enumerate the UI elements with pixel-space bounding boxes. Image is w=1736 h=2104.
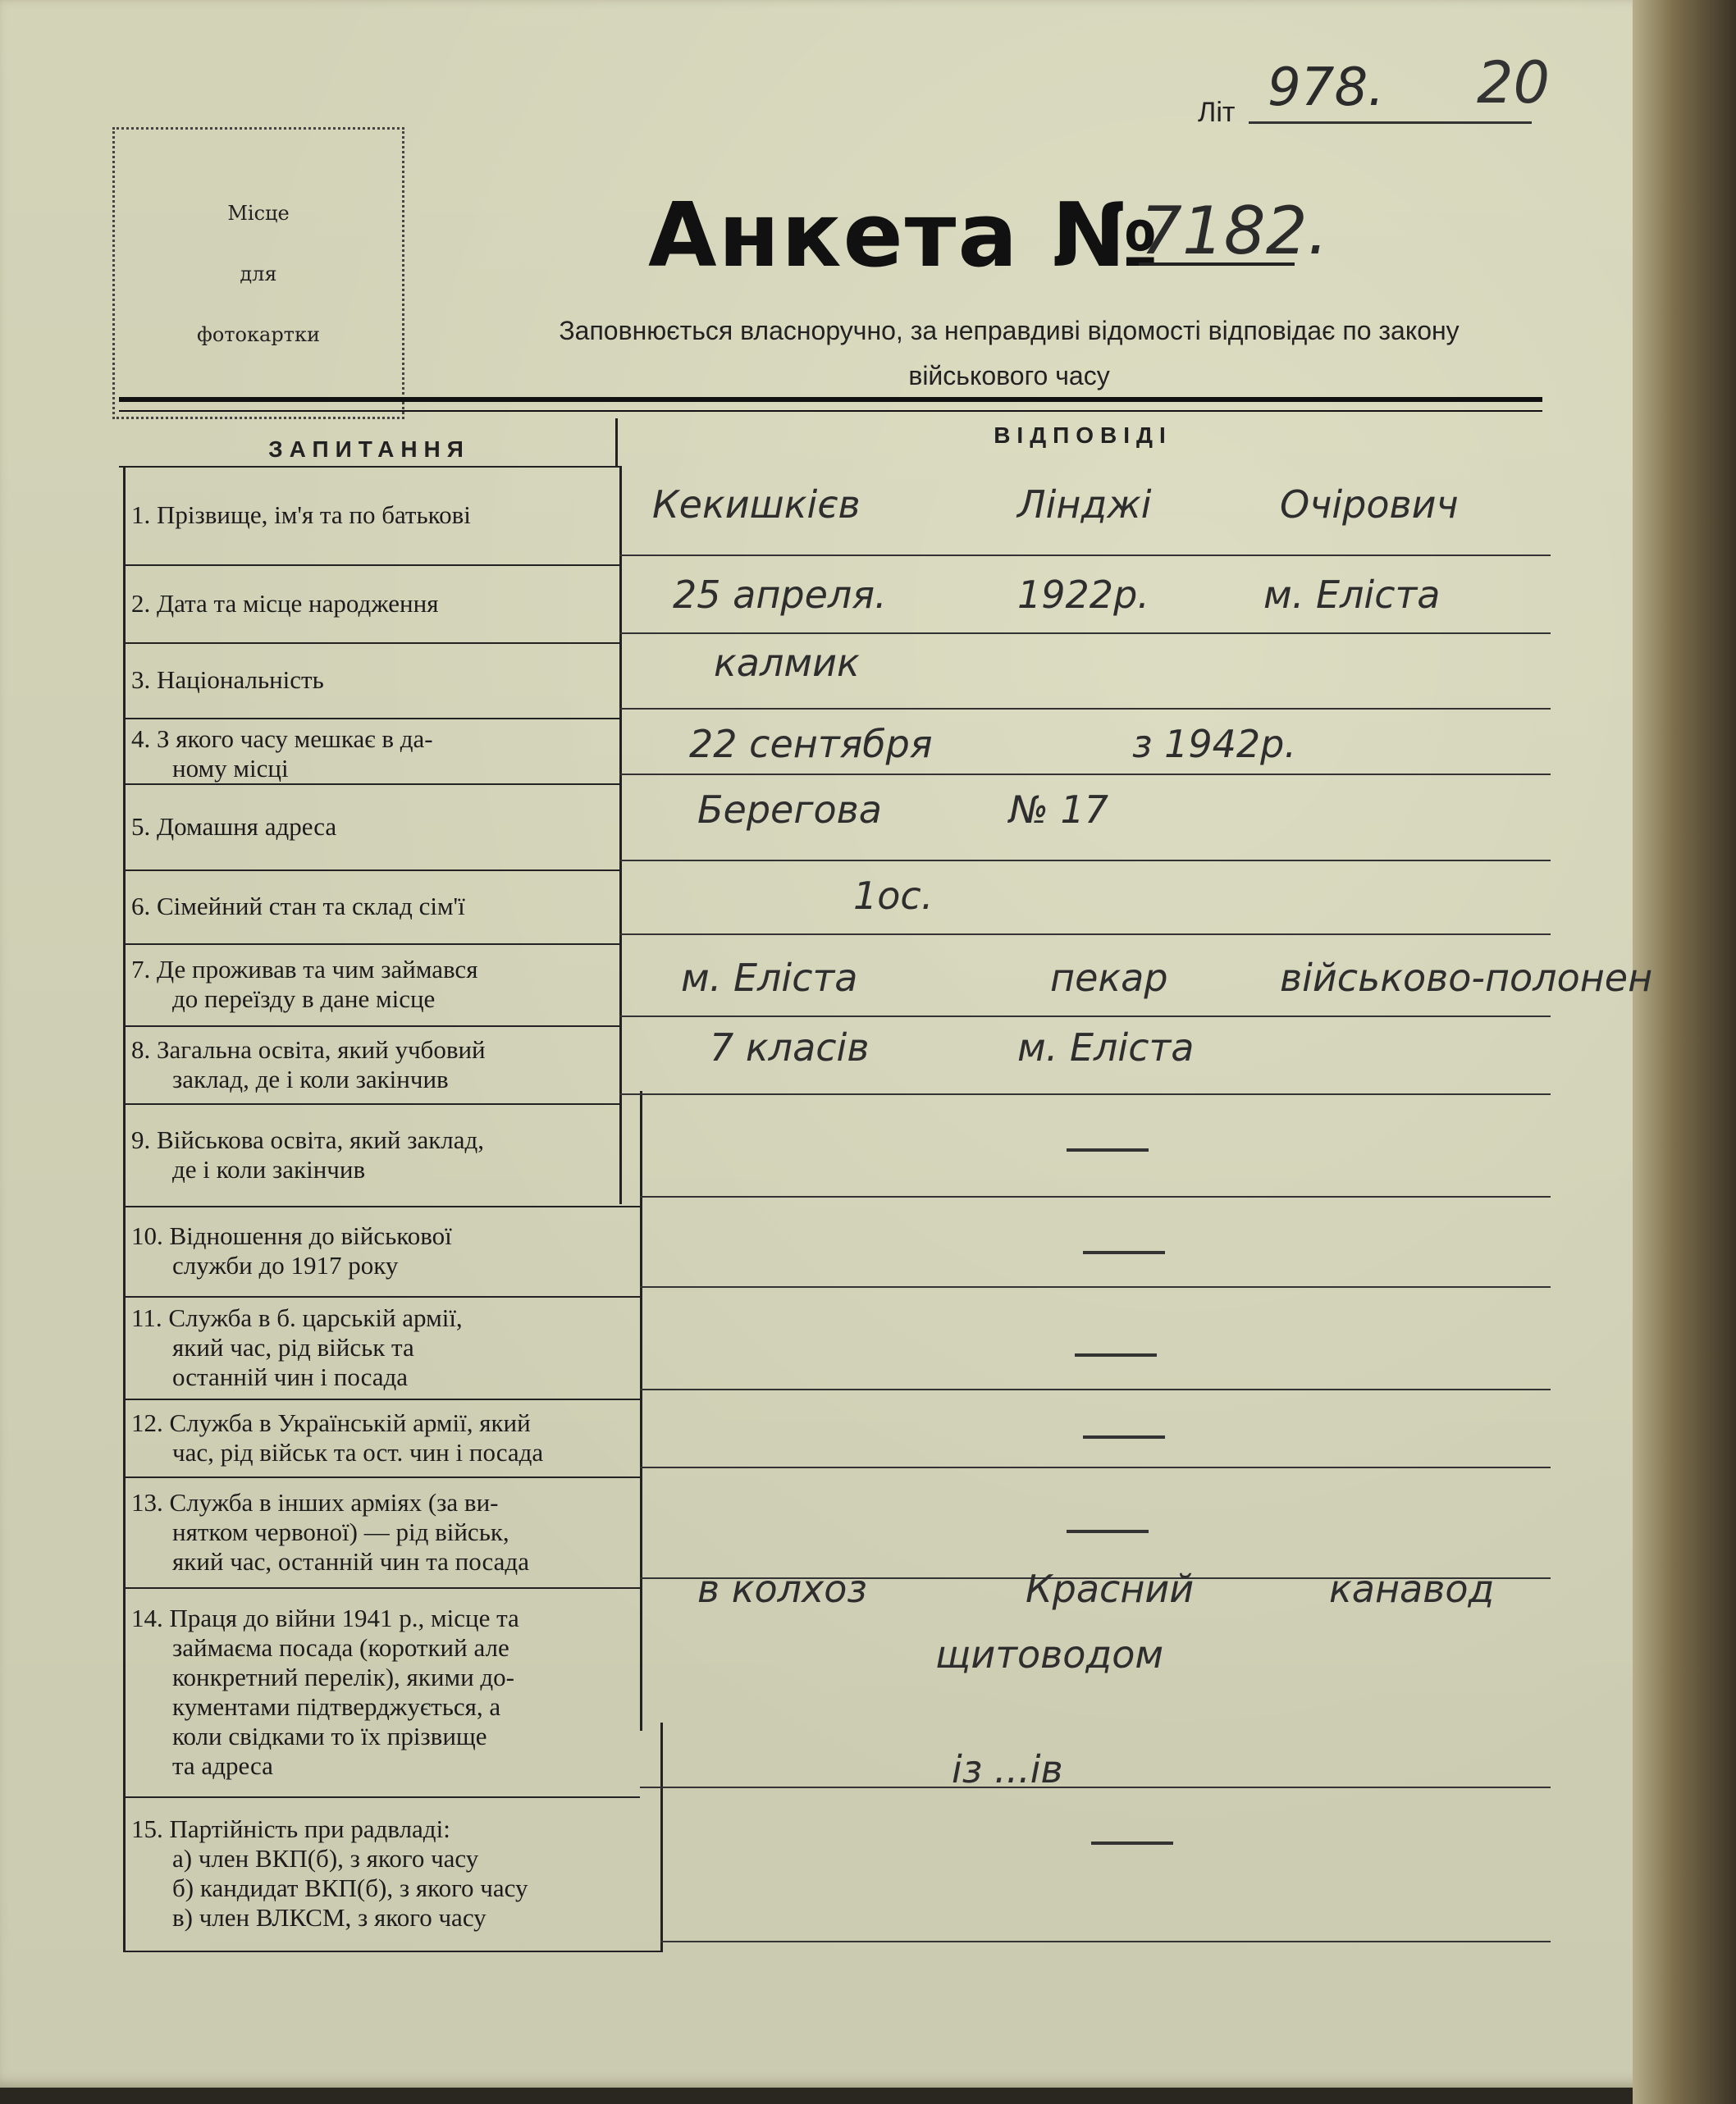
form-title: Анкета №	[648, 185, 1160, 287]
handwritten-answer[interactable]: Берегова	[697, 787, 882, 832]
photo-placeholder	[112, 127, 404, 419]
answer-line	[619, 708, 1551, 710]
answer-dash	[1067, 1530, 1149, 1533]
handwritten-answer[interactable]: 22 сентября	[689, 722, 933, 766]
handwritten-answer[interactable]: 1ос.	[853, 874, 934, 918]
row-divider	[123, 783, 619, 785]
question-text: 2. Дата та місце народження	[131, 588, 439, 618]
question-text-continued: займаєма посада (короткий але	[172, 1632, 509, 1662]
answer-line	[619, 1093, 1551, 1095]
handwritten-answer[interactable]: м. Еліста	[681, 956, 858, 1000]
row-divider	[123, 564, 619, 566]
answer-line	[619, 1015, 1551, 1017]
question-text-continued: заклад, де і коли закінчив	[172, 1064, 449, 1093]
handwritten-answer[interactable]: щитоводом	[935, 1632, 1164, 1677]
question-text-continued: який час, рід військ та	[172, 1332, 414, 1362]
answer-line	[640, 1389, 1551, 1390]
handwritten-answer[interactable]: із ...ів	[952, 1747, 1063, 1791]
question-text: 5. Домашня адреса	[131, 811, 337, 841]
handwritten-answer[interactable]: військово-полонен	[1280, 956, 1653, 1000]
handwritten-answer[interactable]: Кекишкієв	[652, 482, 861, 527]
handwritten-answer[interactable]: № 17	[1009, 787, 1108, 832]
lit-value: 978.	[1268, 57, 1385, 118]
header-rule-thin	[119, 410, 1542, 412]
question-text-continued: коли свідками то їх прізвище	[172, 1721, 487, 1750]
question-text-continued: служби до 1917 року	[172, 1251, 399, 1280]
row-divider	[123, 642, 619, 644]
answer-line	[619, 632, 1551, 634]
question-text-continued: а) член ВКП(б), з якого часу	[172, 1844, 479, 1873]
row-divider	[123, 1587, 640, 1589]
question-text: 13. Служба в інших арміях (за ви-	[131, 1487, 499, 1517]
handwritten-answer[interactable]: в колхоз	[697, 1567, 867, 1611]
question-text-continued: який час, останній чин та посада	[172, 1546, 529, 1576]
question-text: 9. Військова освіта, який заклад,	[131, 1125, 485, 1154]
handwritten-answer[interactable]: Красний	[1026, 1567, 1195, 1611]
question-text-continued: б) кандидат ВКП(б), з якого часу	[172, 1874, 528, 1902]
handwritten-answer[interactable]: з 1942р.	[1132, 722, 1296, 766]
row-divider	[123, 1206, 640, 1207]
answer-line	[619, 933, 1551, 935]
handwritten-answer[interactable]: 25 апреля.	[673, 573, 887, 617]
answer-line	[640, 1787, 1551, 1788]
question-text: 7. Де проживав та чим займався	[131, 955, 478, 984]
answer-dash	[1083, 1435, 1165, 1439]
question-text: 4. З якого часу мешкає в да-	[131, 724, 433, 753]
folio-number: 20	[1477, 49, 1551, 116]
row-divider	[123, 1025, 619, 1027]
handwritten-answer[interactable]: 7 класів	[710, 1025, 870, 1070]
header-answer: ВІДПОВІДІ	[994, 422, 1172, 448]
question-text: 8. Загальна освіта, який учбовий	[131, 1034, 486, 1064]
photo-label-line2: для	[240, 262, 277, 285]
form-number: 7182.	[1140, 193, 1329, 269]
row-divider	[123, 1103, 619, 1105]
answer-dash	[1075, 1353, 1157, 1357]
handwritten-answer[interactable]: калмик	[714, 641, 860, 685]
row-divider	[123, 1476, 640, 1478]
question-text: 11. Служба в б. царській армії,	[131, 1303, 463, 1332]
header-rule	[119, 397, 1542, 402]
answer-line	[619, 774, 1551, 775]
question-text-continued: та адреса	[172, 1750, 273, 1780]
handwritten-answer[interactable]: пекар	[1050, 956, 1168, 1000]
answer-dash	[1091, 1842, 1173, 1845]
lit-label: Літ	[1198, 97, 1236, 128]
answer-line	[640, 1196, 1551, 1198]
handwritten-answer[interactable]: канавод	[1329, 1567, 1495, 1611]
question-text: 14. Праця до війни 1941 р., місце та	[131, 1603, 519, 1632]
answer-line	[619, 555, 1551, 556]
answer-line	[640, 1467, 1551, 1468]
header-question: ЗАПИТАННЯ	[268, 436, 470, 462]
question-text-continued: останній чин і посада	[172, 1362, 409, 1391]
photo-label-line1: Місце	[227, 202, 290, 225]
question-text: 12. Служба в Українській армії, який	[131, 1408, 531, 1437]
question-text-continued: в) член ВЛКСМ, з якого часу	[172, 1903, 487, 1932]
header-divider	[615, 418, 618, 468]
question-text-continued: конкретний перелік), якими до-	[172, 1662, 515, 1691]
question-text: 10. Відношення до військової	[131, 1221, 452, 1250]
question-text-continued: нятком червоної) — рід військ,	[172, 1517, 509, 1546]
question-text-continued: до переїзду в дане місце	[172, 984, 436, 1013]
question-text-continued: ному місці	[172, 754, 289, 783]
handwritten-answer[interactable]: м. Еліста	[1263, 573, 1441, 617]
question-text: 1. Прізвище, ім'я та по батькові	[131, 500, 471, 529]
row-divider	[123, 1399, 640, 1400]
handwritten-answer[interactable]: 1922р.	[1017, 573, 1149, 617]
handwritten-answer[interactable]: м. Еліста	[1017, 1025, 1195, 1070]
table-left-border	[123, 466, 126, 1951]
question-text-continued: час, рід військ та ост. чин і посада	[172, 1437, 544, 1467]
answer-line	[660, 1941, 1551, 1942]
row-divider	[123, 869, 619, 871]
row-divider	[123, 1951, 660, 1952]
photo-label-line3: фотокартки	[197, 323, 320, 346]
subtitle-line1: Заповнюється власноручно, за неправдиві відомості відповідає по закону	[559, 316, 1460, 345]
question-text: 3. Національність	[131, 665, 324, 694]
row-divider	[123, 718, 619, 719]
handwritten-answer[interactable]: Очірович	[1280, 482, 1459, 527]
question-text-continued: кументами підтверджується, а	[172, 1691, 501, 1721]
handwritten-answer[interactable]: Лінджі	[1017, 482, 1152, 527]
row-divider	[123, 1296, 640, 1298]
row-divider	[123, 943, 619, 945]
file-binding	[1633, 0, 1736, 2104]
answer-line	[640, 1286, 1551, 1288]
answer-line	[619, 860, 1551, 861]
lit-underline	[1249, 121, 1532, 124]
question-text: 6. Сімейний стан та склад сім'ї	[131, 892, 465, 920]
form-number-underline	[1139, 262, 1295, 266]
question-text: 15. Партійність при радвладі:	[131, 1814, 450, 1843]
question-text-continued: де і коли закінчив	[172, 1154, 366, 1184]
header-bottom-line	[119, 466, 619, 468]
answer-dash	[1083, 1251, 1165, 1254]
subtitle-line2: військового часу	[908, 361, 1110, 390]
answer-dash	[1067, 1148, 1149, 1152]
row-divider	[123, 1796, 640, 1798]
